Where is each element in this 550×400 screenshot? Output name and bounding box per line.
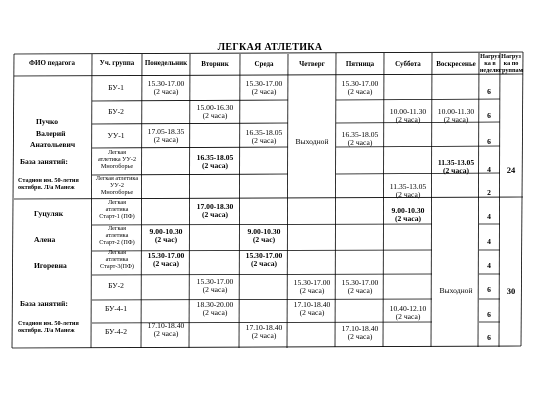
start1-load: 4 <box>487 212 491 221</box>
bu1-monday: 15.30-17.00 (2 часа) <box>147 79 185 97</box>
group-start3: Легкая атлетика Старт-3(ПФ) <box>100 249 134 270</box>
bu2-saturday: 10.00-11.30 (2 часа) <box>389 107 427 125</box>
start3-monday: 15.30-17.00 (2 часа) <box>147 251 185 269</box>
uu2m-tuesday: 16.35-18.05 (2 часа) <box>196 153 234 171</box>
teacher1-total: 24 <box>506 165 516 175</box>
start3-wednesday: 15.30-17.00 (2 часа) <box>245 251 283 269</box>
bu1-load: 6 <box>487 87 491 96</box>
bu2b-load: 6 <box>487 285 491 294</box>
bu41-tuesday: 18.30-20.00 (2 часа) <box>196 300 234 318</box>
header-wednesday: Среда <box>254 60 274 68</box>
teacher2-base-place: Стадион им. 50-летия октября. Л/а Манеж <box>18 320 79 334</box>
bu2-load: 6 <box>487 111 491 120</box>
start3-load: 4 <box>487 261 491 270</box>
bu41-thursday: 17.10-18.40 (2 часа) <box>293 300 331 318</box>
bu42-friday: 17.10-18.40 (2 часа) <box>341 324 379 342</box>
header-tuesday: Вторник <box>201 60 229 68</box>
teacher1-base-label: База занятий: <box>20 157 68 166</box>
bu2-tuesday: 15.00-16.30 (2 часа) <box>196 103 234 121</box>
uu1-load: 6 <box>487 137 491 146</box>
bu2b-tuesday: 15.30-17.00 (2 часа) <box>196 277 234 295</box>
uu1-friday: 16.35-18.05 (2 часа) <box>341 130 379 148</box>
bu2b-thursday: 15.30-17.00 (2 часа) <box>293 278 331 296</box>
header-monday: Понедельник <box>144 59 188 67</box>
group-bu2: БУ-2 <box>108 107 124 116</box>
teacher2-total: 30 <box>506 286 516 296</box>
start2-wednesday: 9.00-10.30 (2 час) <box>247 227 281 245</box>
group-start1: Легкая атлетика Старт-1 (ПФ) <box>99 199 135 220</box>
group-uu2-multievent: Легкая атлетика УУ-2 Многоборье <box>97 149 137 170</box>
group-bu42: БУ-4-2 <box>104 327 128 336</box>
bu2b-friday: 15.30-17.00 (2 часа) <box>341 278 379 296</box>
group-start2: Легкая атлетика Старт-2 (ПФ) <box>99 225 135 246</box>
start1-saturday: 9.00-10.30 (2 часа) <box>391 206 425 224</box>
uu2m-load: 4 <box>487 165 491 174</box>
header-friday: Пятница <box>345 60 375 68</box>
bu1-wednesday: 15.30-17.00 (2 часа) <box>245 79 283 97</box>
uu2b-load: 2 <box>487 188 491 197</box>
uu2b-saturday: 11.35-13.05 (2 часа) <box>389 182 427 200</box>
teacher2-patronymic: Игоревна <box>34 261 67 270</box>
header-saturday: Суббота <box>395 60 421 68</box>
start1-tuesday: 17.00-18.30 (2 часа) <box>196 202 234 220</box>
start2-load: 4 <box>487 237 491 246</box>
header-sunday: Воскресенье <box>436 60 476 68</box>
header-load-group: Нагруз ка по группам <box>499 53 523 74</box>
uu1-monday: 17.05-18.35 (2 часа) <box>147 127 185 145</box>
teacher1-surname: Пучко <box>36 117 59 126</box>
header-group: Уч. группа <box>99 59 135 67</box>
bu41-load: 6 <box>487 310 491 319</box>
group-uu2-multievent-b: Легкая атлетика УУ-2 Многоборье <box>95 175 139 196</box>
page-title: ЛЕГКАЯ АТЛЕТИКА <box>217 42 323 53</box>
bu42-monday: 17.10-18.40 (2 часа) <box>147 321 185 339</box>
header-load-week: Нагруз ка в неделю <box>479 53 501 74</box>
teacher1-base-place: Стадион им. 50-летия октября. Л/а Манеж <box>18 177 79 191</box>
group-bu2-b: БУ-2 <box>108 281 124 290</box>
teacher1-name: Валерий <box>36 129 66 138</box>
teacher1-patronymic: Анатольевич <box>30 140 76 149</box>
bu1-friday: 15.30-17.00 (2 часа) <box>341 79 379 97</box>
bu42-wednesday: 17.10-18.40 (2 часа) <box>245 323 283 341</box>
group-bu41: БУ-4-1 <box>104 304 128 313</box>
teacher2-sunday-off: Выходной <box>439 286 473 295</box>
header-thursday: Четверг <box>299 60 325 68</box>
bu41-saturday: 10.40-12.10 (2 часа) <box>389 304 427 322</box>
group-bu1: БУ-1 <box>108 83 124 92</box>
teacher2-name: Алена <box>34 235 56 244</box>
group-uu1: УУ-1 <box>107 131 125 140</box>
bu42-load: 6 <box>487 333 491 342</box>
start2-monday: 9.00-10.30 (2 час) <box>149 227 183 245</box>
uu2m-sunday: 11.35-13.05 (2 часа) <box>437 158 475 176</box>
teacher1-thursday-off: Выходной <box>295 137 329 146</box>
teacher2-surname: Гуцуляк <box>34 209 64 218</box>
header-teacher: ФИО педагога <box>29 59 75 67</box>
uu1-wednesday: 16.35-18.05 (2 часа) <box>245 128 283 146</box>
bu2-sunday: 10.00-11.30 (2 часа) <box>437 107 475 125</box>
teacher2-base-label: База занятий: <box>20 299 68 308</box>
